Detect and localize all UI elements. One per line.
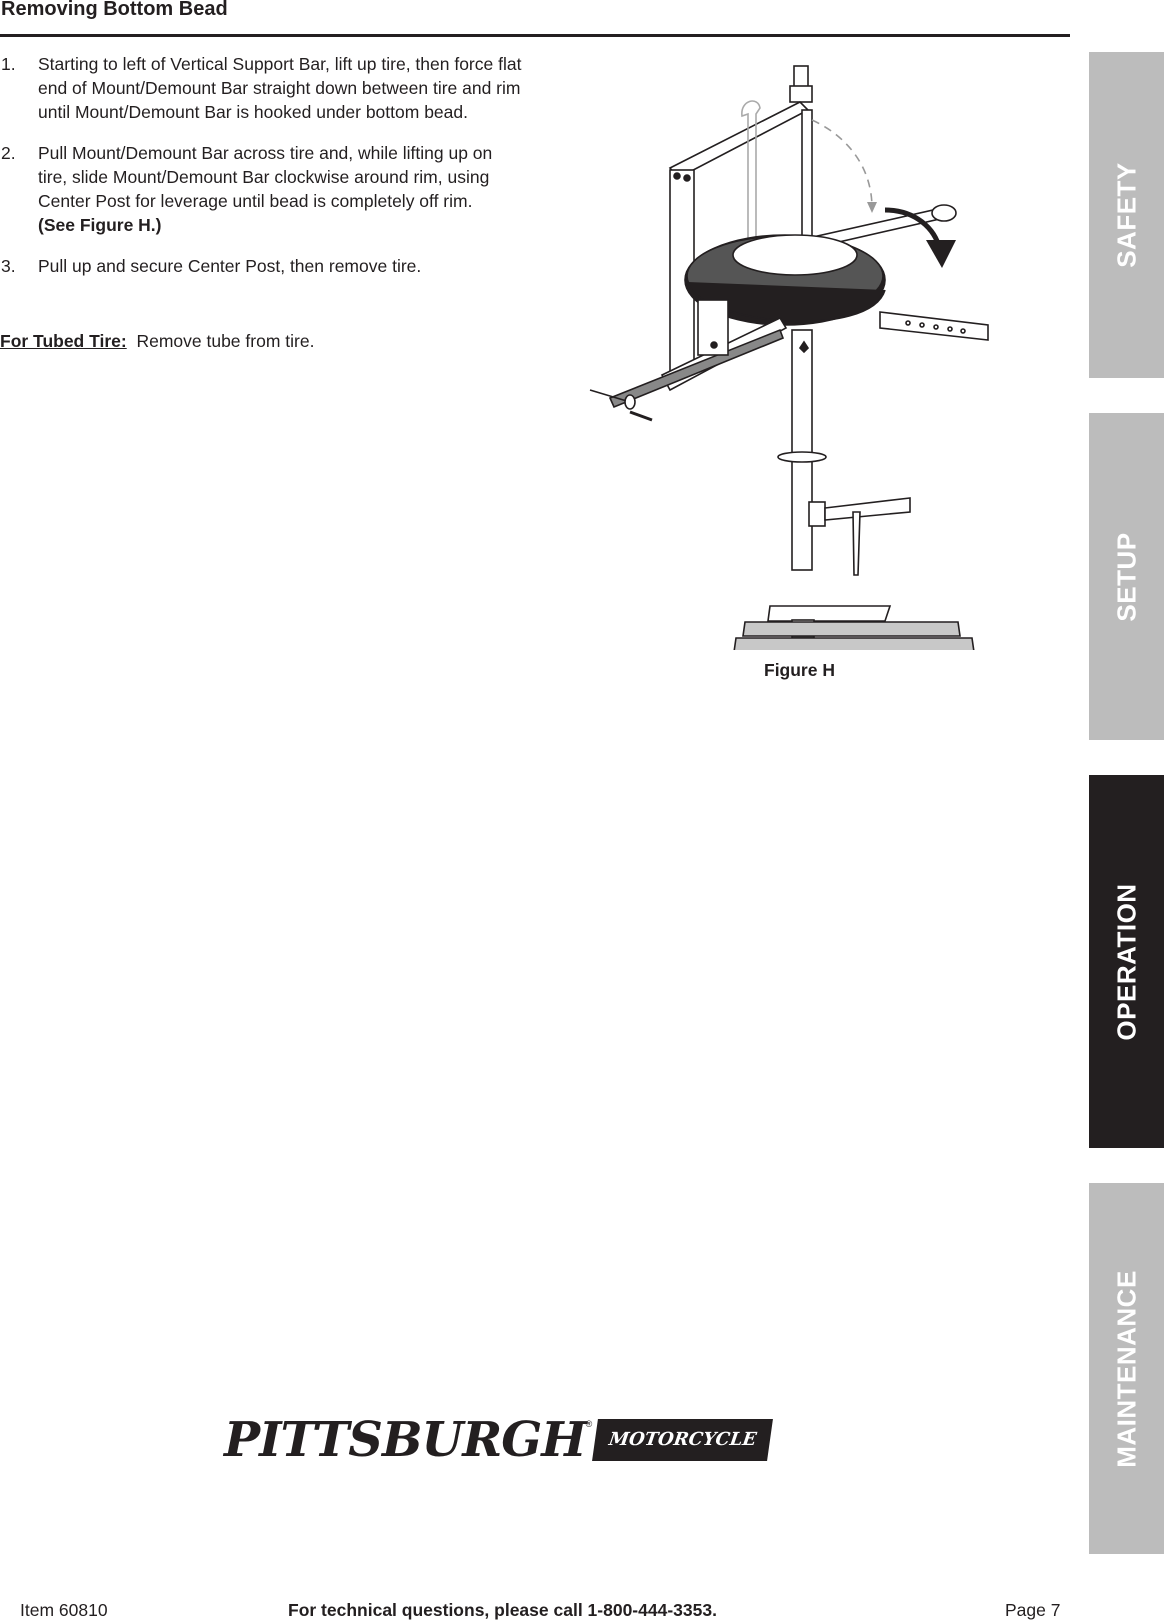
steps-list — [0, 52, 530, 295]
page-number: Page 7 — [1005, 1600, 1061, 1620]
tab-setup[interactable] — [1089, 413, 1164, 740]
step-item — [0, 52, 548, 124]
step-number: 1. — [1, 54, 16, 74]
tubed-tire-text: Remove tube from tire. — [136, 331, 315, 351]
figure-reference: (See Figure H.) — [38, 215, 162, 235]
step-item — [0, 254, 530, 278]
step-text: Starting to left of Vertical Support Bar, lift up tire, then force flat end of Mount/Demount Bar straight down between tire and rim until Mount/Demount Bar is hooked under bottom bead. — [38, 54, 522, 122]
step-number: 2. — [1, 143, 16, 163]
tubed-tire-note — [0, 331, 314, 352]
support-phone-note: For technical questions, please call 1-800-444-3353. — [288, 1600, 717, 1620]
tab-label: MAINTENANCE — [1111, 1269, 1141, 1468]
figure-caption: Figure H — [764, 660, 835, 680]
registered-mark: ® — [585, 1419, 593, 1429]
tubed-tire-label: For Tubed Tire: — [0, 331, 127, 351]
section-title: Removing Bottom Bead — [1, 0, 228, 20]
step-number: 3. — [1, 256, 16, 276]
tab-operation[interactable] — [1089, 775, 1164, 1148]
pittsburgh-motorcycle-logo — [224, 1412, 770, 1468]
tab-label: OPERATION — [1111, 882, 1141, 1041]
step-text: Pull up and secure Center Post, then remove tire. — [38, 256, 422, 276]
step-item — [0, 141, 518, 237]
tab-label: SETUP — [1111, 531, 1141, 622]
tab-label: SAFETY — [1111, 162, 1141, 268]
logo-subbrand: MOTORCYCLE — [592, 1419, 773, 1461]
tire-changer-illustration — [580, 50, 1000, 650]
tab-safety[interactable] — [1089, 52, 1164, 378]
item-number: Item 60810 — [20, 1600, 108, 1620]
title-divider — [0, 34, 1070, 37]
logo-brand: PITTSBURGH — [224, 1412, 586, 1468]
step-text: Pull Mount/Demount Bar across tire and, while lifting up on tire, slide Mount/Demount Bar clockwise around rim, using Center Post for leverage until bead is completely off rim. — [38, 143, 493, 211]
tab-maintenance[interactable] — [1089, 1183, 1164, 1554]
